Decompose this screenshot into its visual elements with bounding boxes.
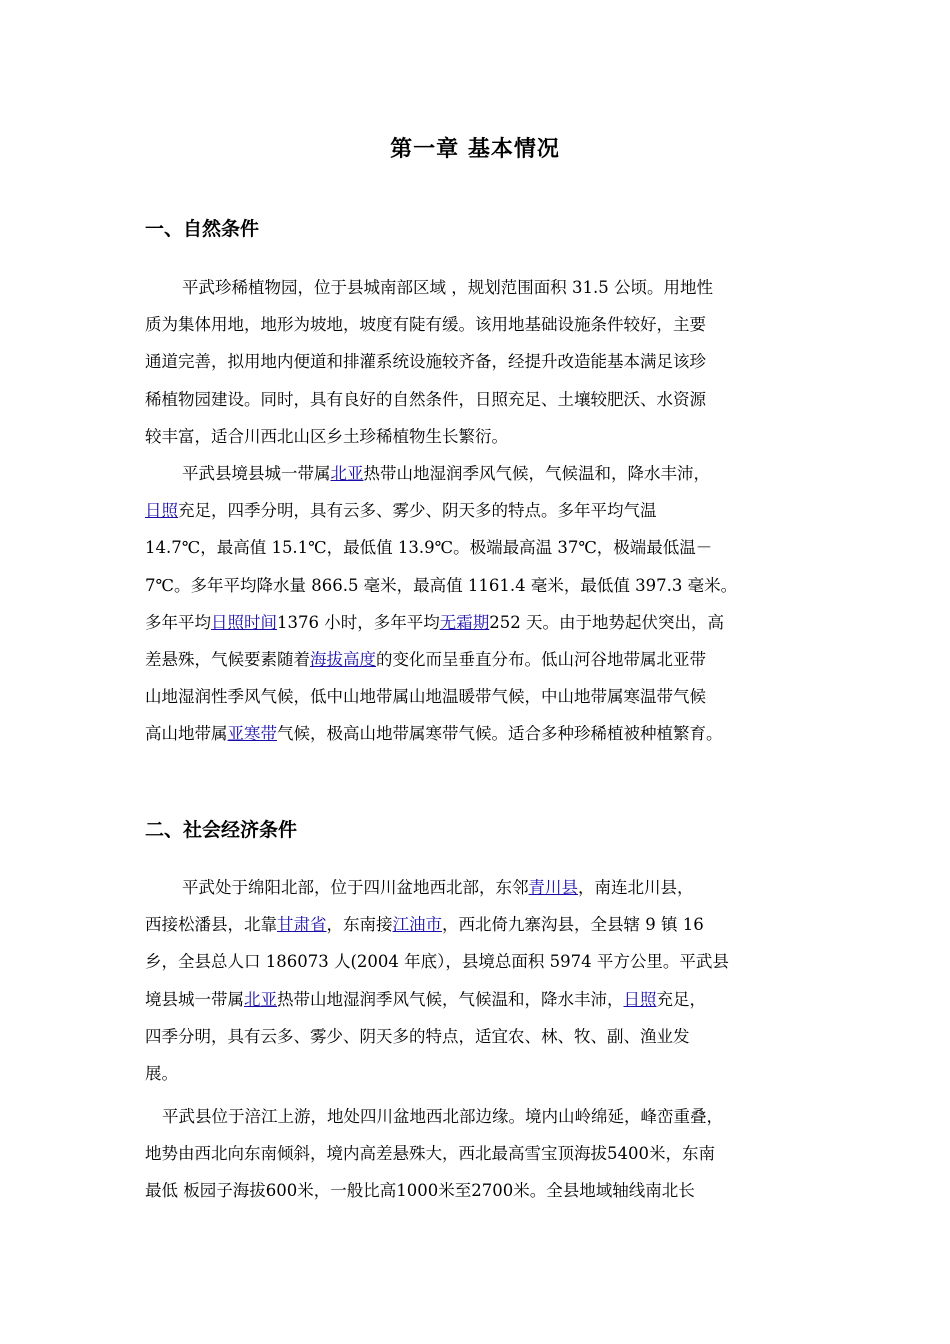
text-run: 高山地带属 bbox=[145, 724, 228, 744]
text-run: 多年平均 bbox=[145, 612, 211, 632]
text-run: 252 天。由于地势起伏突出，高 bbox=[489, 612, 724, 632]
text-run: 西接松潘县，北靠 bbox=[145, 915, 277, 935]
link-altitude[interactable]: 海拔高度 bbox=[310, 650, 376, 670]
text-line: 地势由西北向东南倾斜，境内高差悬殊大，西北最高雪宝顶海拔5400米，东南 bbox=[145, 1144, 715, 1164]
text-run: 的变化而呈垂直分布。低山河谷地带属北亚带 bbox=[376, 650, 706, 670]
text-line: 最低 板园子海拔600米，一般比高1000米至2700米。全县地域轴线南北长 bbox=[145, 1181, 695, 1201]
natural-conditions-paragraph-1 bbox=[145, 269, 713, 455]
text-run: ，西北倚九寨沟县，全县辖 9 镇 16 bbox=[442, 915, 704, 935]
link-subarctic[interactable]: 亚寒带 bbox=[227, 724, 277, 744]
link-jiangyou-city[interactable]: 江油市 bbox=[392, 915, 442, 935]
link-qingchuan-county[interactable]: 青川县 bbox=[528, 878, 578, 897]
text-run: 平武处于绵阳北部，位于四川盆地西北部，东邻 bbox=[182, 878, 529, 897]
text-line bbox=[145, 869, 729, 906]
text-run: 充足，四季分明，具有云多、雾少、阴天多的特点。多年平均气温 bbox=[178, 501, 657, 521]
text-line: 展。 bbox=[145, 1064, 178, 1084]
text-run: 1376 小时，多年平均 bbox=[277, 612, 440, 632]
text-run: ，东南接 bbox=[326, 915, 393, 935]
text-line: 14.7℃，最高值 15.1℃，最低值 13.9℃。极端最高温 37℃，极端最低温－ bbox=[145, 538, 713, 558]
text-line: 平武珍稀植物园，位于县城南部区域 ，规划范围面积 31.5 公顷。用地性 bbox=[182, 278, 713, 297]
section-heading-natural-conditions: 一、自然条件 bbox=[145, 218, 260, 240]
text-run: 平武县境县城一带属 bbox=[182, 464, 331, 483]
text-line: 平武县位于涪江上游，地处四川盆地西北部边缘。境内山岭绵延，峰峦重叠， bbox=[162, 1107, 723, 1126]
text-line bbox=[145, 641, 737, 678]
text-line: 山地湿润性季风气候，低中山地带属山地温暖带气候，中山地带属寒温带气候 bbox=[145, 687, 706, 707]
text-line bbox=[145, 604, 737, 641]
text-line bbox=[145, 492, 737, 529]
text-line bbox=[145, 715, 737, 752]
text-line: 稀植物园建设。同时，具有良好的自然条件，日照充足、土壤较肥沃、水资源 bbox=[145, 389, 706, 409]
text-line: 通道完善，拟用地内便道和排灌系统设施较齐备，经提升改造能基本满足该珍 bbox=[145, 352, 706, 372]
link-beiya[interactable]: 北亚 bbox=[330, 464, 364, 483]
text-line: 质为集体用地，地形为坡地，坡度有陡有缓。该用地基础设施条件较好，主要 bbox=[145, 315, 706, 335]
link-rizhao[interactable]: 日照 bbox=[623, 989, 657, 1009]
text-line: 7℃。多年平均降水量 866.5 毫米，最高值 1161.4 毫米，最低值 397.3 毫米。 bbox=[145, 575, 738, 595]
socioeconomic-paragraph-2 bbox=[145, 1098, 723, 1210]
chapter-title: 第一章 基本情况 bbox=[390, 137, 560, 162]
text-run: 气候，极高山地带属寒带气候。适合多种珍稀植被种植繁育。 bbox=[277, 724, 723, 744]
socioeconomic-paragraph-1 bbox=[145, 869, 729, 1092]
text-run: 热带山地湿润季风气候，气候温和，降水丰沛， bbox=[363, 464, 710, 483]
text-line bbox=[145, 906, 729, 943]
text-run: 差悬殊，气候要素随着 bbox=[145, 650, 310, 670]
text-run: 充足， bbox=[656, 989, 706, 1009]
link-rizhao[interactable]: 日照 bbox=[145, 501, 178, 521]
text-line: 乡，全县总人口 186073 人(2004 年底），县境总面积 5974 平方公里。平武县 bbox=[145, 952, 729, 972]
link-sunshine-hours[interactable]: 日照时间 bbox=[211, 612, 277, 632]
natural-conditions-paragraph-2 bbox=[145, 455, 737, 753]
text-line bbox=[145, 981, 729, 1018]
text-line bbox=[145, 455, 737, 492]
text-run: 境县城一带属 bbox=[145, 989, 244, 1009]
text-run: ，南连北川县， bbox=[578, 878, 694, 897]
link-beiya[interactable]: 北亚 bbox=[244, 989, 277, 1009]
text-run: 热带山地湿润季风气候，气候温和，降水丰沛， bbox=[277, 989, 624, 1009]
link-gansu-province[interactable]: 甘肃省 bbox=[277, 915, 327, 935]
link-frost-free-period[interactable]: 无霜期 bbox=[439, 612, 490, 632]
text-line: 四季分明，具有云多、雾少、阴天多的特点，适宜农、林、牧、副、渔业发 bbox=[145, 1026, 690, 1046]
text-line: 较丰富，适合川西北山区乡土珍稀植物生长繁衍。 bbox=[145, 426, 508, 446]
section-heading-socioeconomic-conditions: 二、社会经济条件 bbox=[145, 819, 298, 841]
